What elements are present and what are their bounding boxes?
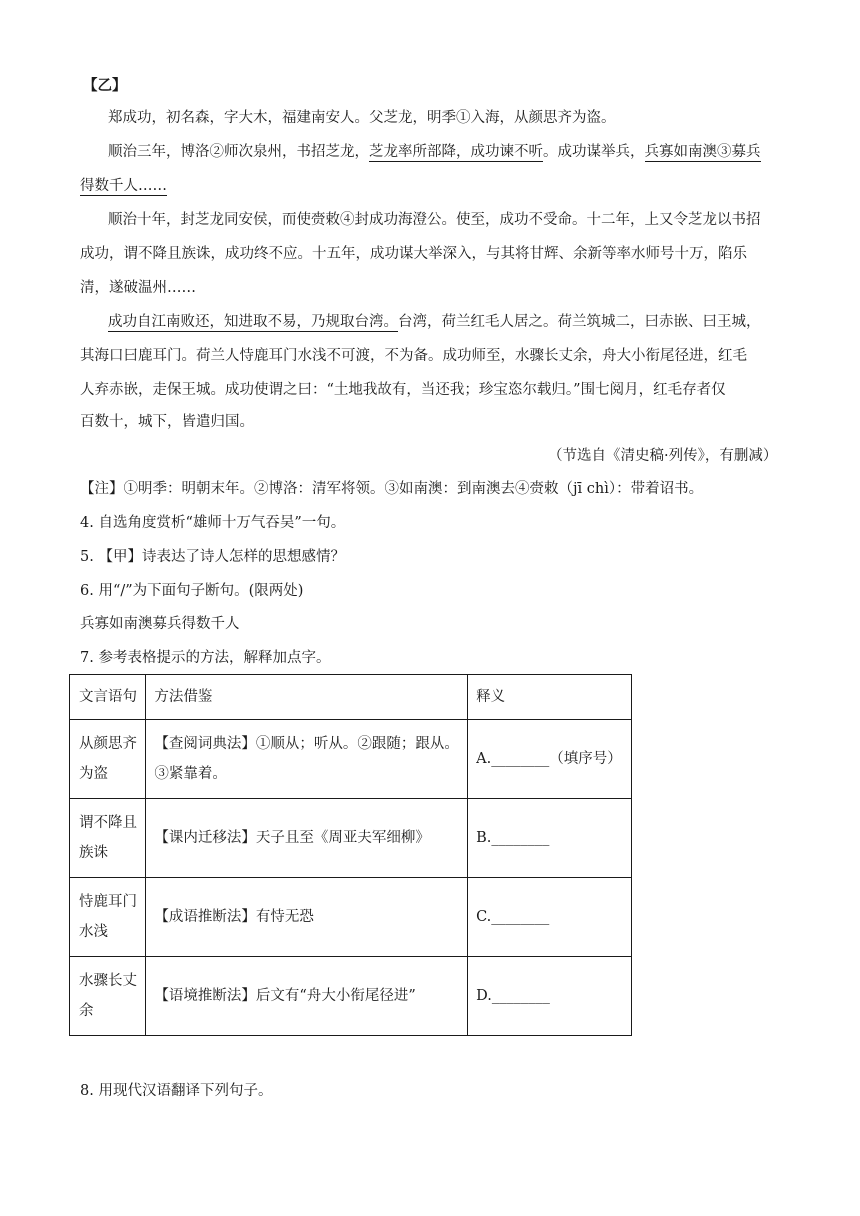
phrase-cell: 从颜思齐 为盗	[70, 720, 146, 799]
underlined-sentence-3: 成功自江南败还，知进取不易，乃规取台湾。	[108, 314, 398, 330]
answer-blank-d[interactable]: D.________	[468, 957, 632, 1036]
table-header-cell: 方法借鉴	[146, 675, 468, 720]
answer-blank-a[interactable]: A.________（填序号）	[468, 720, 632, 799]
question-6: 6. 用“/”为下面句子断句。(限两处)	[80, 583, 304, 599]
table-header-cell: 文言语句	[70, 675, 146, 720]
passage-paragraph-3-line-3: 清，遂破温州……	[80, 280, 196, 296]
method-table	[69, 674, 632, 1036]
annotation-note: 【注】①明季：明朝末年。②博洛：清军将领。③如南澳：到南澳去④赍敕（jī chì）：带着诏书。	[80, 481, 704, 497]
question-8: 8. 用现代汉语翻译下列句子。	[80, 1083, 273, 1099]
passage-paragraph-2-line-2: 得数千人……	[80, 178, 167, 194]
method-cell: 【查阅词典法】①顺从；听从。②跟随；跟从。 ③紧靠着。	[146, 720, 468, 799]
underlined-sentence-1: 芝龙率所部降，成功谏不听	[369, 144, 543, 160]
table-header-row	[70, 675, 632, 720]
table-row	[70, 878, 632, 957]
answer-blank-b[interactable]: B.________	[468, 799, 632, 878]
answer-blank-c[interactable]: C.________	[468, 878, 632, 957]
table-row	[70, 957, 632, 1036]
passage-paragraph-2-line-1: 顺治三年，博洛②师次泉州，书招芝龙，芝龙率所部降，成功谏不听。成功谋举兵，兵寡如南澳③募兵	[108, 144, 761, 160]
section-heading: 【乙】	[83, 77, 127, 94]
phrase-cell: 恃鹿耳门 水浅	[70, 878, 146, 957]
table-header-cell: 释义	[468, 675, 632, 720]
table-row	[70, 720, 632, 799]
question-7: 7. 参考表格提示的方法，解释加点字。	[80, 650, 331, 666]
method-cell: 【语境推断法】后文有“舟大小衔尾径进”	[146, 957, 468, 1036]
passage-paragraph-1: 郑成功，初名森，字大木，福建南安人。父芝龙，明季①入海，从颜思齐为盗。	[108, 110, 616, 126]
passage-paragraph-3-line-1: 顺治十年，封芝龙同安侯，而使赍敕④封成功海澄公。使至，成功不受命。十二年，上又令芝龙以书招	[108, 212, 761, 228]
passage-paragraph-4-line-4: 百数十，城下，皆遣归国。	[80, 414, 254, 430]
underlined-sentence-2: 兵寡如南澳③募兵	[644, 144, 761, 160]
phrase-cell: 谓不降且 族诛	[70, 799, 146, 878]
source-citation: （节选自《清史稿·列传》，有删减）	[548, 448, 778, 464]
passage-paragraph-4-line-1: 成功自江南败还，知进取不易，乃规取台湾。台湾，荷兰红毛人居之。荷兰筑城二，曰赤嵌、曰王城，	[108, 314, 761, 330]
passage-paragraph-4-line-3: 人弃赤嵌，走保王城。成功使谓之曰：“土地我故有，当还我；珍宝恣尔载归。”围七阅月，红毛存者仅	[80, 382, 726, 398]
question-5: 5. 【甲】诗表达了诗人怎样的思想感情？	[80, 549, 345, 565]
table-row	[70, 799, 632, 878]
passage-paragraph-4-line-2: 其海口曰鹿耳门。荷兰人恃鹿耳门水浅不可渡，不为备。成功师至，水骤长丈余，舟大小衔尾径进，红毛	[80, 348, 747, 364]
method-cell: 【成语推断法】有恃无恐	[146, 878, 468, 957]
question-4: 4. 自选角度赏析“雄师十万气吞吴”一句。	[80, 515, 346, 531]
question-6-sentence: 兵寡如南澳募兵得数千人	[80, 616, 240, 632]
phrase-cell: 水骤长丈 余	[70, 957, 146, 1036]
method-cell: 【课内迁移法】天子且至《周亚夫军细柳》	[146, 799, 468, 878]
passage-paragraph-3-line-2: 成功，谓不降且族诛，成功终不应。十五年，成功谋大举深入，与其将甘辉、余新等率水师号十万，陷乐	[80, 246, 747, 262]
